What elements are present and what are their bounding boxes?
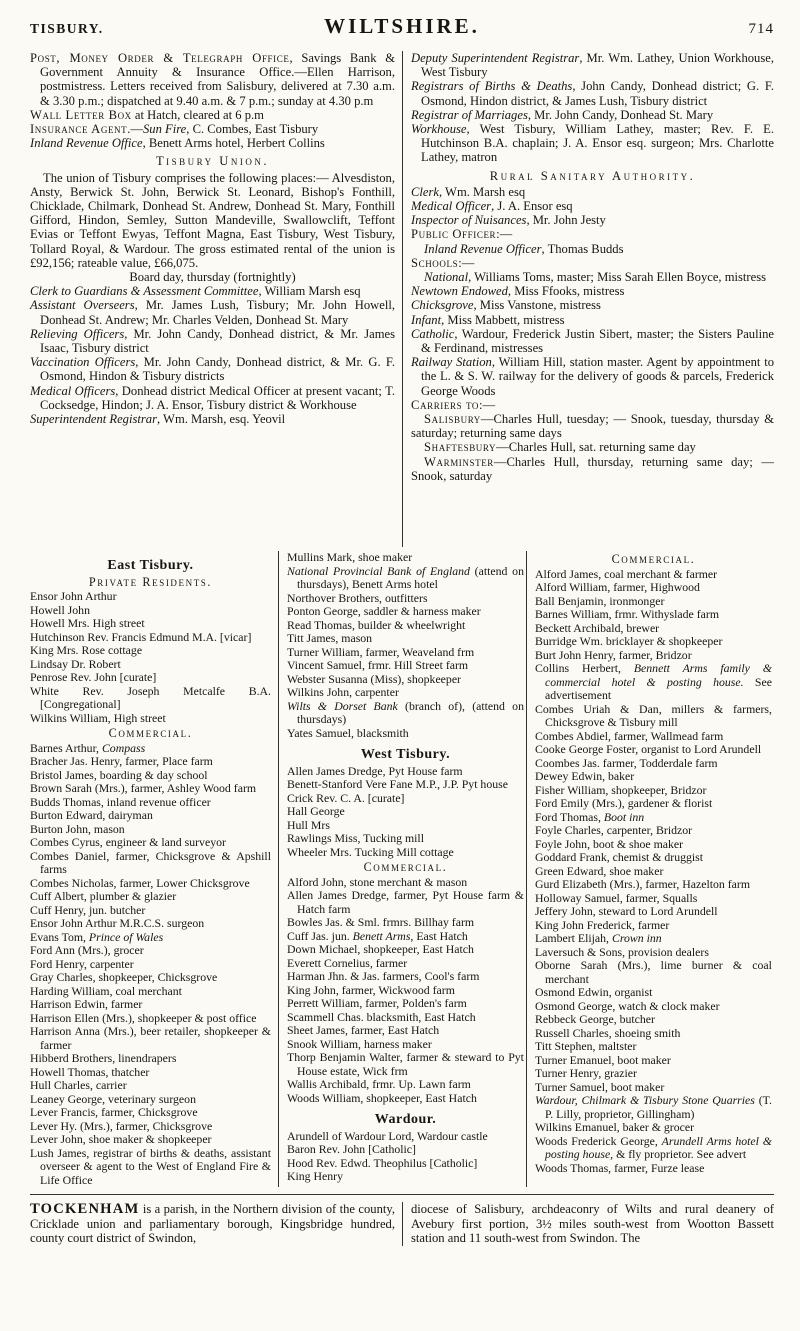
entry: Lindsay Dr. Robert <box>30 656 121 671</box>
entry: Lever John, shoe maker & shopkeeper <box>30 1132 212 1146</box>
category-heading: Private Residents. <box>88 574 213 589</box>
entry: Fisher William, shopkeeper, Bridzor <box>534 782 707 797</box>
entry: Lambert Elijah, Crown inn <box>534 931 662 945</box>
entry: Alford James, coal merchant & farmer <box>534 566 718 581</box>
entry: Turner Samuel, boot maker <box>534 1079 665 1094</box>
page-title: WILTSHIRE. <box>324 14 480 38</box>
paragraph: National, Williams Toms, master; Miss Sarah Ellen Boyce, mistress <box>424 270 767 285</box>
entry: Barnes William, frmr. Withyslade farm <box>534 607 720 621</box>
entry: Ford Henry, carpenter <box>30 956 134 971</box>
entry: Howell John <box>30 602 90 617</box>
entry: Newtown Endowed, Miss Ffooks, mistress <box>411 284 625 299</box>
entry: Hood Rev. Edwd. Theophilus [Catholic] <box>286 1155 478 1170</box>
entry: Combes Cyrus, engineer & land surveyor <box>30 835 226 849</box>
paragraph: TOCKENHAM is a parish, in the Northern division of the county, Cricklade union and parliamentary borough, Kingsbridge hundred, county court district of Swindon, <box>30 1201 395 1246</box>
entry: Inspector of Nuisances, Mr. John Jesty <box>411 213 606 228</box>
tockenham-column-left <box>30 1202 402 1246</box>
entry: Insurance Agent.—Sun Fire, C. Combes, East Tisbury <box>30 122 319 137</box>
entry: Harman Jhn. & Jas. farmers, Cool's farm <box>286 969 480 983</box>
entry: Leaney George, veterinary surgeon <box>30 1091 196 1106</box>
entry: Foyle Charles, carpenter, Bridzor <box>534 823 693 837</box>
entry: Post, Money Order & Telegraph Office, Savings Bank & Government Annuity & Insurance Office.—Ellen Harrison, postmistress. Letters received from Salisbury, delivered at 7.30 a.m. & 3.30 p.m.; dispatched at 9.40 a.m. & 7 p.m.; sunday at 4.30 p.m <box>30 51 396 108</box>
entry: King John, farmer, Wickwood farm <box>286 982 455 997</box>
entry: Ford Thomas, Boot inn <box>534 809 645 824</box>
entry: Harding William, coal merchant <box>30 983 182 998</box>
entry: Cuff Henry, jun. butcher <box>30 902 146 917</box>
entry: Mullins Mark, shoe maker <box>286 550 413 564</box>
page-number: 714 <box>748 21 774 37</box>
entry: Gurd Elizabeth (Mrs.), farmer, Hazelton farm <box>534 877 751 891</box>
official-column-left <box>30 51 402 547</box>
paragraph: Warminster—Charles Hull, thursday, returning same day; — Snook, saturday <box>411 454 774 483</box>
entry: Laversuch & Sons, provision dealers <box>534 944 709 959</box>
entry: Hull Mrs <box>286 817 330 832</box>
listings-column-3 <box>526 551 774 1187</box>
entry: Woods Frederick George, Arundell Arms hotel & posting house, & fly proprietor. See advert <box>534 1133 772 1161</box>
entry: Combes Nicholas, farmer, Lower Chicksgrove <box>30 875 250 890</box>
entry: Relieving Officers, Mr. John Candy, Donhead district, & Mr. James Isaac, Tisbury district <box>30 326 395 356</box>
entry: Vincent Samuel, frmr. Hill Street farm <box>286 658 469 672</box>
entry: Assistant Overseers, Mr. James Lush, Tisbury; Mr. John Howell, Donhead St. Andrew; Mr. Charles Velden, Donhead St. Mary <box>30 298 395 327</box>
entry: Scammell Chas. blacksmith, East Hatch <box>286 1009 476 1024</box>
entry: Harrison Ellen (Mrs.), shopkeeper & post office <box>30 1010 257 1025</box>
entry: Burridge Wm. bricklayer & shopkeeper <box>534 634 723 648</box>
entry: Crick Rev. C. A. [curate] <box>286 790 405 805</box>
entry: Rawlings Miss, Tucking mill <box>286 831 424 845</box>
entry: Woods Thomas, farmer, Furze lease <box>534 1160 705 1175</box>
entry: Public Officer:— <box>411 227 513 242</box>
entry: Deputy Superintendent Registrar, Mr. Wm. Lathey, Union Workhouse, West Tisbury <box>411 51 774 80</box>
entry: Schools:— <box>411 255 475 270</box>
running-head-left: TISBURY. <box>30 21 104 36</box>
entry: Hall George <box>286 804 345 818</box>
entry: Clerk, Wm. Marsh esq <box>411 184 526 199</box>
entry: Webster Susanna (Miss), shopkeeper <box>286 671 461 686</box>
entry: Burton Edward, dairyman <box>30 808 153 822</box>
entry: Osmond Edwin, organist <box>534 985 653 999</box>
entry: Lush James, registrar of births & deaths, assistant overseer & agent to the West of England Fire & Life Office <box>30 1145 271 1187</box>
entry: Barnes Arthur, Compass <box>30 740 146 755</box>
entry: Catholic, Wardour, Frederick Justin Sibert, master; the Sisters Pauline & Ferdinand, mistresses <box>411 326 774 356</box>
entry: Workhouse, West Tisbury, William Lathey, master; Rev. F. E. Hutchinson B.A. chaplain; J. A. Ensor esq. surgeon; Mrs. Charlotte Lathey, matron <box>411 122 774 165</box>
entry: Clerk to Guardians & Assessment Committee, William Marsh esq <box>30 284 361 299</box>
entry: Cuff Jas. jun. Benett Arms, East Hatch <box>286 928 468 943</box>
tockenham-section <box>30 1194 774 1246</box>
entry: Combes Daniel, farmer, Chicksgrove & Apshill farms <box>30 848 271 876</box>
paragraph: Salisbury—Charles Hull, tuesday; — Snook, tuesday, thursday & saturday; returning same days <box>411 412 774 441</box>
entry: Cooke George Foster, organist to Lord Arundell <box>534 742 762 756</box>
entry: Hull Charles, carrier <box>30 1078 127 1092</box>
entry: White Rev. Joseph Metcalfe B.A. [Congregational] <box>30 683 271 711</box>
entry: Wheeler Mrs. Tucking Mill cottage <box>286 844 454 859</box>
entry: Vaccination Officers, Mr. John Candy, Donhead district, & Mr. G. F. Osmond, Hindon & Tisbury districts <box>30 355 395 384</box>
entry: Evans Tom, Prince of Wales <box>30 929 164 944</box>
entry: Beckett Archibald, brewer <box>534 620 660 635</box>
entry: Arundell of Wardour Lord, Wardour castle <box>286 1128 488 1143</box>
paragraph: diocese of Salisbury, archdeaconry of Wilts and rural deanery of Avebury first portion, 3½ miles south-west from Wootton Bassett station and 11 south-west from Swindon. The <box>411 1202 774 1246</box>
entry: Coombes Jas. farmer, Todderdale farm <box>534 755 718 770</box>
page-header <box>30 14 774 39</box>
listings-column-2 <box>278 551 526 1187</box>
entry: Burton John, mason <box>30 821 125 836</box>
paragraph: The union of Tisbury comprises the following places:— Alvesdiston, Ansty, Berwick St. John, Berwick St. Leonard, Bishop's Fonthill, Chicklade, Chilmark, Donhead St. Andrew, Donhead St. Mary, Fonthill Gifford, Hindon, Semley, Sutton Mandeville, Swallowclift, Teffont Evias or Teffont Ewyas, Teffont Magna, East Tisbury, West Tisbury, Tollard Royal, & Wardour. The gross estimated rental of the union is £92,156; rateable value, £66,075. <box>30 170 395 270</box>
entry: Oborne Sarah (Mrs.), lime burner & coal merchant <box>534 958 772 986</box>
entry: Goddard Frank, chemist & druggist <box>534 850 704 864</box>
entry: King John Frederick, farmer <box>534 917 670 932</box>
category-heading: Commercial. <box>611 552 696 566</box>
place-heading: Tisbury Union. <box>155 154 270 169</box>
entry: Infant, Miss Mabbett, mistress <box>411 312 565 327</box>
entry: Jeffery John, steward to Lord Arundell <box>534 904 718 918</box>
entry: Cuff Albert, plumber & glazier <box>30 889 177 903</box>
entry: Ford Ann (Mrs.), grocer <box>30 943 144 957</box>
entry: Yates Samuel, blacksmith <box>286 725 409 740</box>
entry: Combes Uriah & Dan, millers & farmers, Chicksgrove & Tisbury mill <box>534 701 772 729</box>
entry: Budds Thomas, inland revenue officer <box>30 794 211 809</box>
entry: Russell Charles, shoeing smith <box>534 1025 681 1040</box>
entry: Allen James Dredge, farmer, Pyt House farm & Hatch farm <box>286 888 524 916</box>
entry: Snook William, harness maker <box>286 1036 432 1051</box>
entry: Howell Thomas, thatcher <box>30 1064 150 1079</box>
entry: Registrar of Marriages, Mr. John Candy, Donhead St. Mary <box>411 107 714 122</box>
entry: Perrett William, farmer, Polden's farm <box>286 996 467 1010</box>
entry: Brown Sarah (Mrs.), farmer, Ashley Wood farm <box>30 781 257 795</box>
entry: Superintendent Registrar, Wm. Marsh, esq. Yeovil <box>30 412 286 427</box>
entry: Ponton George, saddler & harness maker <box>286 604 481 618</box>
entry: Titt Stephen, maltster <box>534 1039 637 1053</box>
entry: Wardour, Chilmark & Tisbury Stone Quarries (T. P. Lilly, proprietor, Gillingham) <box>534 1093 772 1121</box>
entry: Carriers to:— <box>411 397 496 412</box>
entry: National Provincial Bank of England (attend on thursdays), Benett Arms hotel <box>286 563 524 591</box>
entry: Penrose Rev. John [curate] <box>30 670 157 684</box>
entry: Allen James Dredge, Pyt House farm <box>286 763 463 778</box>
entry: Registrars of Births & Deaths, John Candy, Donhead district; G. F. Osmond, Hindon district, & James Lush, Tisbury district <box>411 79 774 108</box>
entry: Hibberd Brothers, linendrapers <box>30 1051 177 1065</box>
paragraph: Shaftesbury—Charles Hull, sat. returning same day <box>424 440 696 455</box>
entry: Hutchinson Rev. Francis Edmund M.A. [vicar] <box>30 629 252 644</box>
entry: Wallis Archibald, frmr. Up. Lawn farm <box>286 1077 471 1091</box>
entry: Harrison Edwin, farmer <box>30 997 143 1011</box>
entry: Chicksgrove, Miss Vanstone, mistress <box>411 298 601 313</box>
entry: Wall Letter Box at Hatch, cleared at 6 p.m <box>30 107 264 122</box>
entry: Lever Francis, farmer, Chicksgrove <box>30 1105 198 1119</box>
entry: Everett Cornelius, farmer <box>286 955 408 970</box>
entry: Wilts & Dorset Bank (branch of), (attend on thursdays) <box>286 698 524 726</box>
entry: Read Thomas, builder & wheelwright <box>286 617 466 632</box>
category-heading: Commercial. <box>363 860 448 874</box>
paragraph: Inland Revenue Officer, Thomas Budds <box>424 241 624 256</box>
entry: King Mrs. Rose cottage <box>30 643 143 657</box>
entry: Alford John, stone merchant & mason <box>286 874 468 889</box>
entry: Woods William, shopkeeper, East Hatch <box>286 1090 477 1105</box>
entry: Rebbeck George, butcher <box>534 1012 655 1026</box>
entry: Foyle John, boot & shoe maker <box>534 836 684 851</box>
entry: Benett-Stanford Vere Fane M.P., J.P. Pyt house <box>286 777 508 791</box>
entry: Thorp Benjamin Walter, farmer & steward to Pyt House estate, Wick frm <box>286 1050 524 1078</box>
listings-column-1 <box>30 551 278 1187</box>
entry: Bowles Jas. & Sml. frmrs. Billhay farm <box>286 915 475 929</box>
entry: Harrison Anna (Mrs.), beer retailer, shopkeeper & farmer <box>30 1024 271 1052</box>
official-column-right <box>402 51 774 547</box>
entry: Wilkins John, carpenter <box>286 685 399 699</box>
entry: Lever Hy. (Mrs.), farmer, Chicksgrove <box>30 1118 213 1133</box>
entry: Dewey Edwin, baker <box>534 769 635 783</box>
entry: Titt James, mason <box>286 631 373 645</box>
entry: Collins Herbert, Bennett Arms family & commercial hotel & posting house. See advertisement <box>534 661 772 702</box>
entry: Howell Mrs. High street <box>30 616 145 630</box>
note-line: Board day, thursday (fortnightly) <box>129 270 296 285</box>
entry: Combes Abdiel, farmer, Wallmead farm <box>534 728 724 743</box>
entry: Turner Emanuel, boot maker <box>534 1052 671 1067</box>
entry: Osmond George, watch & clock maker <box>534 998 720 1013</box>
place-heading: Wardour. <box>374 1112 437 1127</box>
entry: Baron Rev. John [Catholic] <box>286 1142 416 1156</box>
entry: Northover Brothers, outfitters <box>286 590 428 605</box>
category-heading: Commercial. <box>108 726 193 740</box>
entry: Holloway Samuel, farmer, Squalls <box>534 890 698 905</box>
entry: Wilkins William, High street <box>30 710 166 725</box>
entry: Down Michael, shopkeeper, East Hatch <box>286 942 474 956</box>
entry: Turner Henry, grazier <box>534 1066 637 1080</box>
entry: Sheet James, farmer, East Hatch <box>286 1023 440 1037</box>
entry: Railway Station, William Hill, station master. Agent by appointment to the L. & S. W. railway for the delivery of goods & parcels, Frederick George Woods <box>411 355 774 398</box>
entry: Ensor John Arthur M.R.C.S. surgeon <box>30 916 205 930</box>
entry: Ball Benjamin, ironmonger <box>534 593 665 608</box>
entry: Medical Officer, J. A. Ensor esq <box>411 199 573 214</box>
place-heading: West Tisbury. <box>360 747 451 762</box>
entry: Inland Revenue Office, Benett Arms hotel, Herbert Collins <box>30 136 325 151</box>
entry: Green Edward, shoe maker <box>534 863 664 878</box>
entry: Bracher Jas. Henry, farmer, Place farm <box>30 754 213 768</box>
tockenham-column-right <box>402 1202 774 1246</box>
entry: Bristol James, boarding & day school <box>30 767 208 782</box>
official-section <box>30 51 774 547</box>
entry: Wilkins Emanuel, baker & grocer <box>534 1120 695 1134</box>
entry: Medical Officers, Donhead district Medical Officer at present vacant; T. Cocksedge, Hindon; J. A. Ensor, Tisbury district & Workhouse <box>30 383 395 412</box>
entry: Burt John Henry, farmer, Bridzor <box>534 647 692 662</box>
entry: Turner William, farmer, Weaveland frm <box>286 644 475 659</box>
place-heading: East Tisbury. <box>107 558 194 573</box>
entry: King Henry <box>286 1169 344 1183</box>
entry: Gray Charles, shopkeeper, Chicksgrove <box>30 970 218 984</box>
entry: Ford Emily (Mrs.), gardener & florist <box>534 796 713 810</box>
place-heading: Rural Sanitary Authority. <box>489 168 696 183</box>
directory-listings-section <box>30 551 774 1187</box>
entry: Ensor John Arthur <box>30 589 117 603</box>
entry: Alford William, farmer, Highwood <box>534 580 700 594</box>
